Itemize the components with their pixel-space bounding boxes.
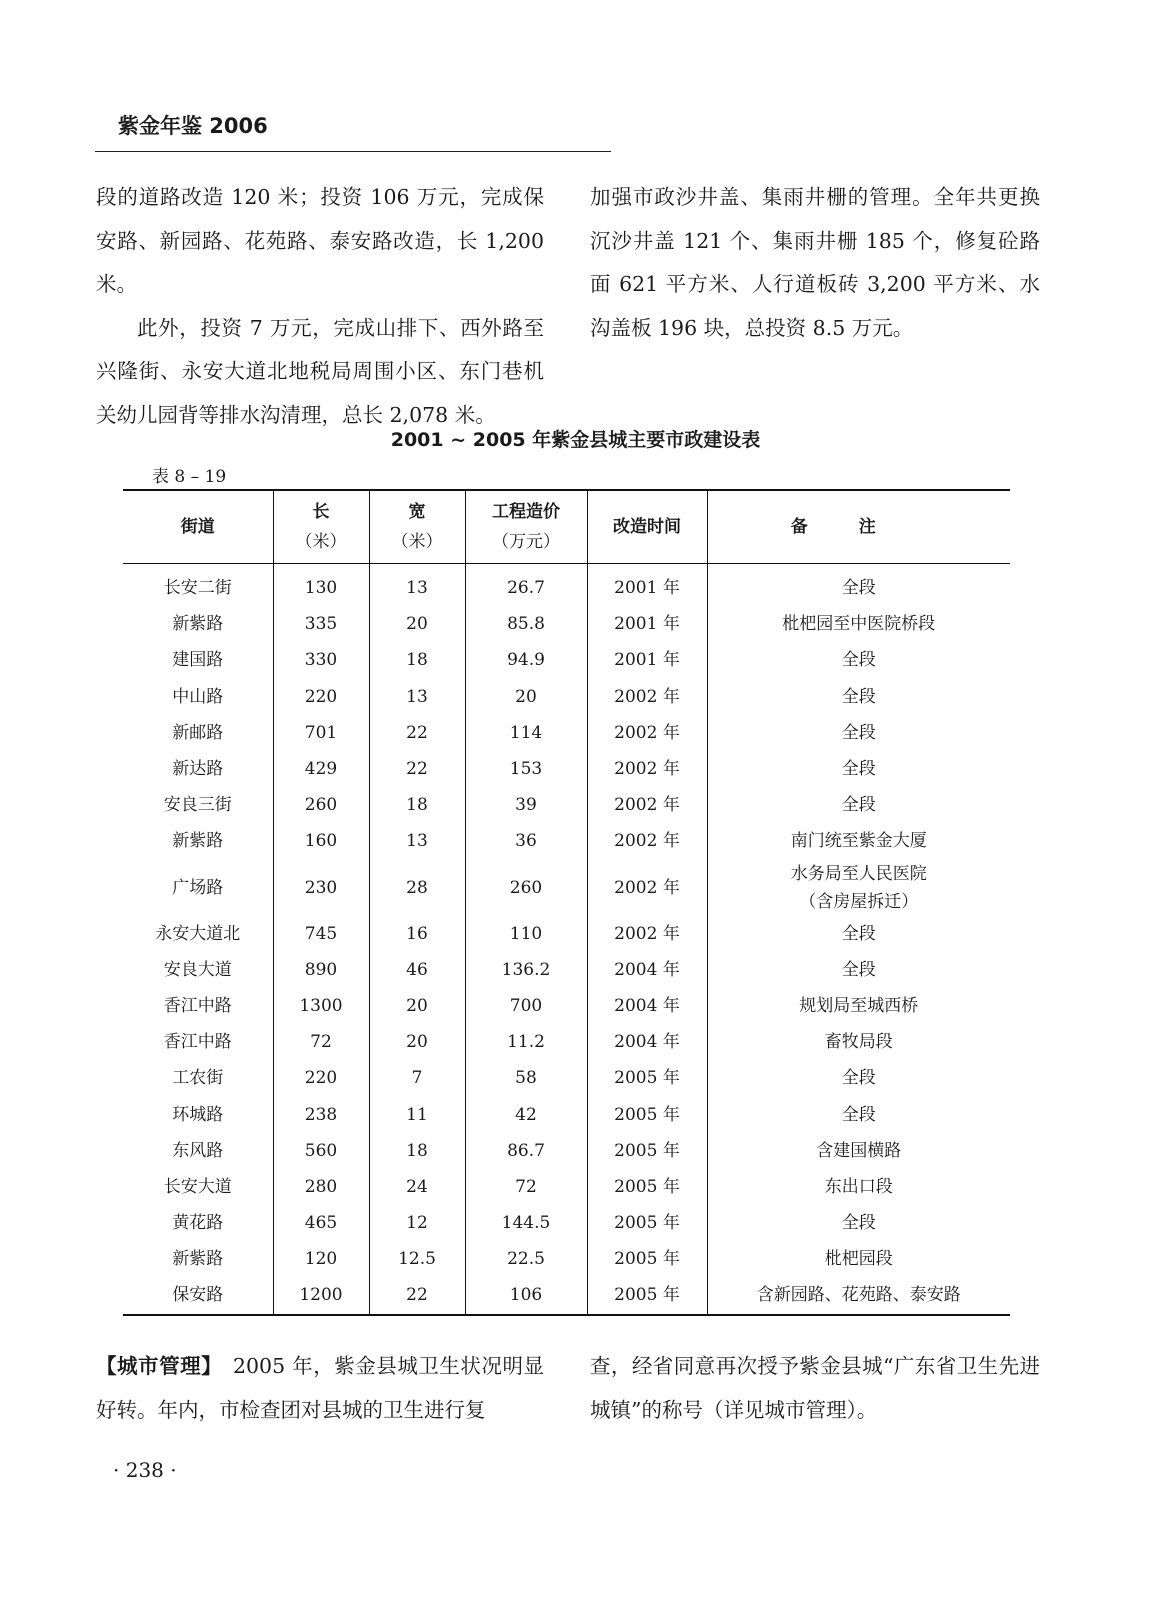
table-row [123, 642, 1010, 678]
paragraph: 查，经省同意再次授予紫金县城“广东省卫生先进城镇”的称号（详见城市管理）。 [590, 1354, 1040, 1422]
cell-remarks [707, 564, 1010, 607]
remark-line: 全段 [841, 1104, 876, 1125]
remark-line: 东出口段 [824, 1176, 893, 1197]
cell-remarks [707, 606, 1010, 642]
header-width: 宽 （米） [369, 490, 465, 564]
table-row [123, 916, 1010, 952]
cell-width: 22 [369, 751, 465, 787]
cell-length: 701 [273, 715, 369, 751]
cell-street: 建国路 [172, 650, 224, 671]
cell-length: 335 [273, 606, 369, 642]
table-label: 表 8 – 19 [152, 467, 227, 487]
cell-cost: 260 [465, 860, 587, 916]
cell-time: 2001 年 [587, 564, 707, 607]
cell-length: 890 [273, 952, 369, 988]
cell-time: 2005 年 [587, 1241, 707, 1277]
cell-remarks [707, 1024, 1010, 1060]
cell-cost: 86.7 [465, 1133, 587, 1169]
cell-time: 2002 年 [587, 860, 707, 916]
cell-length: 230 [273, 860, 369, 916]
cell-street: 永安大道北 [155, 923, 241, 944]
cell-street: 长安二街 [163, 578, 232, 599]
cell-cost: 85.8 [465, 606, 587, 642]
remark-line: 全段 [841, 1068, 876, 1089]
cell-width: 13 [369, 564, 465, 607]
cell-time: 2002 年 [587, 679, 707, 715]
header-cost: 工程造价 （万元） [465, 490, 587, 564]
cell-cost: 94.9 [465, 642, 587, 678]
cell-remarks [707, 679, 1010, 715]
cell-time: 2005 年 [587, 1133, 707, 1169]
cell-street: 新达路 [172, 759, 224, 780]
table-row [123, 679, 1010, 715]
table-row [123, 1241, 1010, 1277]
cell-street: 安良三街 [163, 795, 232, 816]
cell-remarks [707, 1241, 1010, 1277]
cell-cost: 110 [465, 916, 587, 952]
remark-line: 规划局至城西桥 [799, 995, 919, 1016]
remark-line: 全段 [841, 759, 876, 780]
header-length: 长 （米） [273, 490, 369, 564]
cell-width: 7 [369, 1060, 465, 1096]
cell-time: 2002 年 [587, 823, 707, 859]
table-row [123, 1277, 1010, 1314]
table-row [123, 952, 1010, 988]
cell-street: 黄花路 [172, 1213, 224, 1234]
cell-remarks [707, 1096, 1010, 1132]
remark-line: （含房屋拆迁） [799, 891, 919, 912]
table-title: 2001 ~ 2005 年紫金县城主要市政建设表 [390, 429, 761, 451]
table-row [123, 564, 1010, 607]
cell-street: 环城路 [172, 1104, 224, 1125]
construction-table [123, 489, 1010, 1316]
cell-width: 20 [369, 1024, 465, 1060]
unit-label: （米） [295, 532, 347, 552]
cell-width: 20 [369, 988, 465, 1024]
cell-street: 新紫路 [172, 831, 224, 852]
section-heading: 【城市管理】 [96, 1354, 212, 1378]
cell-length: 220 [273, 679, 369, 715]
cell-cost: 36 [465, 823, 587, 859]
remark-line: 枇杷园段 [824, 1249, 893, 1270]
table-row [123, 823, 1010, 859]
top-right-column [590, 176, 1040, 350]
cell-time: 2002 年 [587, 715, 707, 751]
remark-line: 南门统至紫金大厦 [790, 831, 927, 852]
cell-time: 2002 年 [587, 787, 707, 823]
bottom-right-column [590, 1345, 1040, 1432]
cell-street: 中山路 [172, 686, 224, 707]
cell-length: 1200 [273, 1277, 369, 1314]
cell-width: 20 [369, 606, 465, 642]
remark-line: 全段 [841, 686, 876, 707]
cell-time: 2004 年 [587, 1024, 707, 1060]
cell-time: 2005 年 [587, 1205, 707, 1241]
cell-length: 220 [273, 1060, 369, 1096]
cell-time: 2005 年 [587, 1060, 707, 1096]
table-row [123, 1205, 1010, 1241]
table-row [123, 1096, 1010, 1132]
cell-cost: 700 [465, 988, 587, 1024]
remark-line: 全段 [841, 1213, 876, 1234]
header-time: 改造时间 [587, 490, 707, 564]
page-number: · 238 · [113, 1458, 177, 1482]
remark-line: 含新园路、花苑路、泰安路 [756, 1285, 961, 1306]
cell-length: 260 [273, 787, 369, 823]
cell-cost: 58 [465, 1060, 587, 1096]
cell-width: 22 [369, 715, 465, 751]
cell-length: 160 [273, 823, 369, 859]
table-row [123, 606, 1010, 642]
remark-line: 全段 [841, 722, 876, 743]
cell-remarks [707, 860, 1010, 916]
cell-remarks [707, 715, 1010, 751]
remark-line: 全段 [841, 923, 876, 944]
cell-width: 28 [369, 860, 465, 916]
remark-line: 含建国横路 [816, 1140, 902, 1161]
cell-cost: 42 [465, 1096, 587, 1132]
cell-street: 长安大道 [163, 1176, 232, 1197]
cell-time: 2002 年 [587, 751, 707, 787]
paragraph: 加强市政沙井盖、集雨井栅的管理。全年共更换沉沙井盖 121 个、集雨井栅 185 个，修复砼路面 621 平方米、人行道板砖 3,200 平方米、水沟盖板 196 块，总投资 8.5 万元。 [590, 185, 1040, 340]
table-row [123, 988, 1010, 1024]
cell-width: 18 [369, 787, 465, 823]
cell-length: 238 [273, 1096, 369, 1132]
paragraph: 此外，投资 7 万元，完成山排下、西外路至兴隆街、永安大道北地税局周围小区、东门巷机关幼儿园背等排水沟清理，总长 2,078 米。 [96, 315, 544, 427]
cell-cost: 72 [465, 1169, 587, 1205]
cell-width: 18 [369, 1133, 465, 1169]
cell-remarks [707, 988, 1010, 1024]
cell-cost: 39 [465, 787, 587, 823]
cell-cost: 136.2 [465, 952, 587, 988]
cell-length: 1300 [273, 988, 369, 1024]
table-row [123, 1169, 1010, 1205]
cell-length: 130 [273, 564, 369, 607]
cell-width: 12 [369, 1205, 465, 1241]
cell-cost: 11.2 [465, 1024, 587, 1060]
top-left-column [96, 176, 544, 437]
cell-time: 2002 年 [587, 916, 707, 952]
cell-street: 东风路 [172, 1140, 224, 1161]
cell-width: 12.5 [369, 1241, 465, 1277]
table-row [123, 751, 1010, 787]
table-row [123, 1133, 1010, 1169]
cell-length: 330 [273, 642, 369, 678]
cell-remarks [707, 1169, 1010, 1205]
remark-line: 畜牧局段 [824, 1032, 893, 1053]
page-header-title: 紫金年鉴 2006 [118, 114, 268, 138]
table-header-row [123, 490, 1010, 564]
cell-street: 香江中路 [163, 1032, 232, 1053]
cell-length: 120 [273, 1241, 369, 1277]
cell-remarks [707, 1133, 1010, 1169]
cell-length: 745 [273, 916, 369, 952]
cell-width: 22 [369, 1277, 465, 1314]
table-row [123, 1024, 1010, 1060]
cell-cost: 106 [465, 1277, 587, 1314]
table-row [123, 1060, 1010, 1096]
header-rule [95, 151, 611, 152]
remark-line: 水务局至人民医院 [790, 863, 927, 884]
cell-remarks [707, 1060, 1010, 1096]
remark-line: 全段 [841, 959, 876, 980]
unit-label: （米） [391, 532, 443, 552]
cell-cost: 144.5 [465, 1205, 587, 1241]
cell-street: 保安路 [123, 1277, 273, 1314]
paragraph: 段的道路改造 120 米；投资 106 万元，完成保安路、新园路、花苑路、泰安路改造，长 1,200 米。 [96, 185, 544, 296]
cell-remarks [707, 916, 1010, 952]
cell-time: 2005 年 [587, 1277, 707, 1314]
cell-cost: 20 [465, 679, 587, 715]
cell-street: 新邮路 [172, 722, 224, 743]
cell-width: 11 [369, 1096, 465, 1132]
cell-width: 18 [369, 642, 465, 678]
cell-cost: 22.5 [465, 1241, 587, 1277]
unit-label: （万元） [492, 532, 560, 552]
cell-remarks [707, 642, 1010, 678]
table-row [123, 860, 1010, 916]
remark-line: 全段 [841, 650, 876, 671]
cell-remarks [707, 952, 1010, 988]
table-body [123, 564, 1010, 1315]
header-remarks: 备注 [707, 490, 1010, 564]
cell-street: 广场路 [172, 877, 224, 898]
cell-street: 安良大道 [163, 959, 232, 980]
cell-length: 280 [273, 1169, 369, 1205]
cell-time: 2001 年 [587, 606, 707, 642]
header-street: 街道 [123, 490, 273, 564]
cell-cost: 114 [465, 715, 587, 751]
cell-width: 16 [369, 916, 465, 952]
cell-remarks [707, 751, 1010, 787]
table-row [123, 715, 1010, 751]
cell-time: 2004 年 [587, 988, 707, 1024]
cell-remarks [707, 1205, 1010, 1241]
cell-remarks [707, 787, 1010, 823]
cell-street: 香江中路 [163, 995, 232, 1016]
cell-length: 560 [273, 1133, 369, 1169]
cell-width: 13 [369, 823, 465, 859]
cell-time: 2004 年 [587, 952, 707, 988]
remark-line: 枇杷园至中医院桥段 [782, 614, 936, 635]
cell-street: 新紫路 [172, 614, 224, 635]
cell-length: 465 [273, 1205, 369, 1241]
cell-remarks [707, 1277, 1010, 1314]
cell-time: 2005 年 [587, 1096, 707, 1132]
cell-width: 24 [369, 1169, 465, 1205]
table-row [123, 787, 1010, 823]
cell-time: 2001 年 [587, 642, 707, 678]
cell-street: 新紫路 [172, 1249, 224, 1270]
cell-length: 72 [273, 1024, 369, 1060]
cell-length: 429 [273, 751, 369, 787]
cell-cost: 26.7 [465, 564, 587, 607]
remark-line: 全段 [841, 795, 876, 816]
bottom-left-column [96, 1345, 544, 1432]
cell-cost: 153 [465, 751, 587, 787]
remark-line: 全段 [841, 578, 876, 599]
cell-remarks [707, 823, 1010, 859]
cell-street: 工农街 [172, 1068, 224, 1089]
cell-width: 13 [369, 679, 465, 715]
paragraph: 2005 年，紫金县城卫生状况明显好转。年内，市检查团对县城的卫生进行复 [96, 1354, 545, 1422]
cell-time: 2005 年 [587, 1169, 707, 1205]
cell-width: 46 [369, 952, 465, 988]
